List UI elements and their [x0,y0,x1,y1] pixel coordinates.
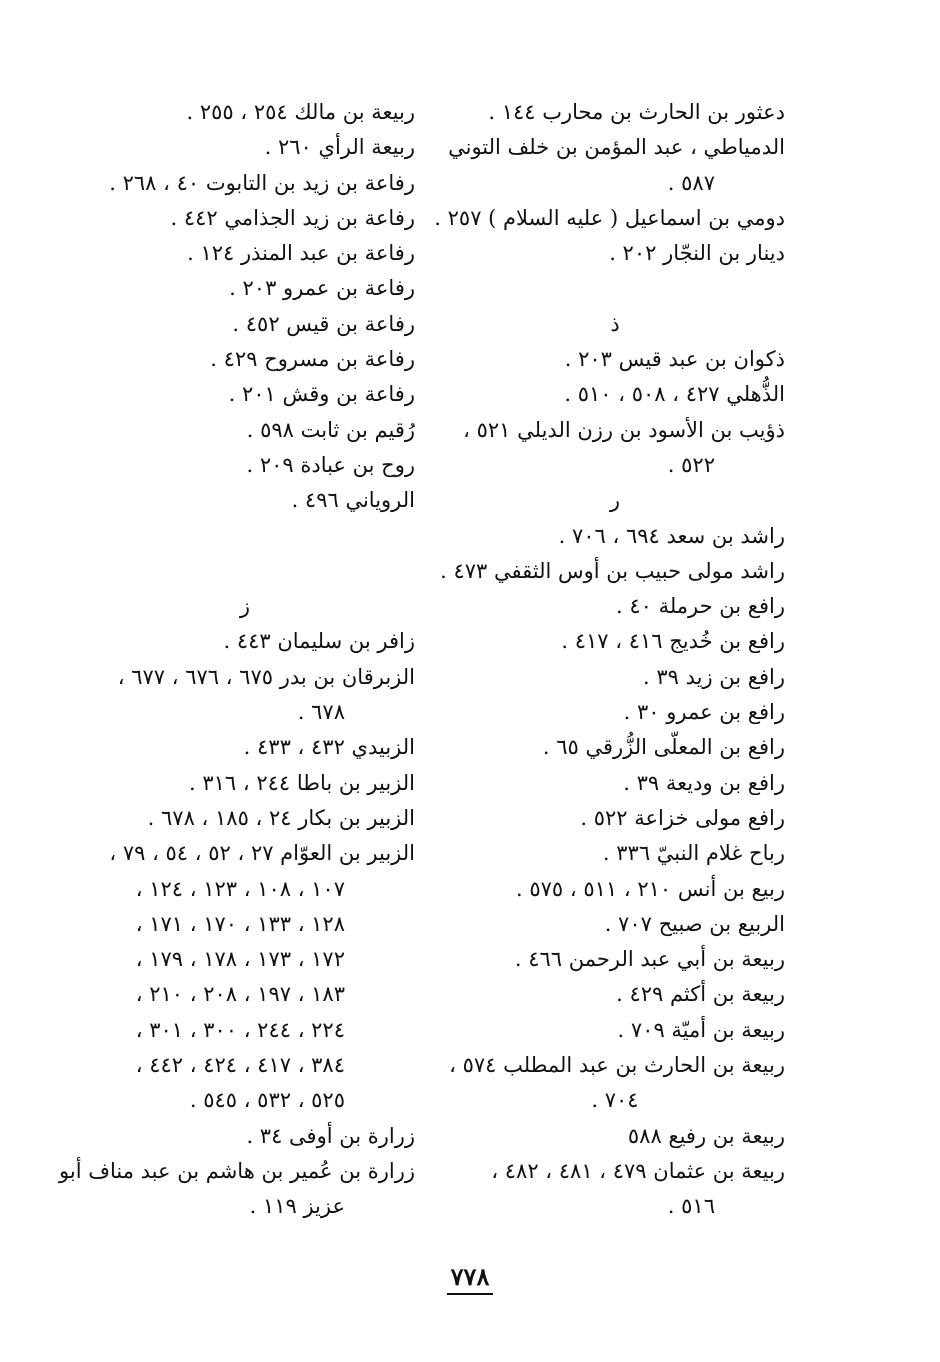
index-entry: رفاعة بن زيد بن التابوت ٤٠ ، ٢٦٨ . [109,170,415,195]
index-entry: راشد مولى حبيب بن أوس الثقفي ٤٧٣ . [440,558,785,583]
section-letter: ز [239,594,251,619]
index-entry: رفاعة بن وقش ٢٠١ . [228,382,415,407]
index-entry: ١٧٢ ، ١٧٣ ، ١٧٨ ، ١٧٩ ، [135,947,345,972]
index-entry: ١٨٣ ، ١٩٧ ، ٢٠٨ ، ٢١٠ ، [135,982,345,1007]
index-entry: رافع بن المعلّى الزُّرقي ٦٥ . [542,735,785,760]
index-entry: رافع بن عمرو ٣٠ . [623,700,785,725]
index-entry: ٥٨٧ . [667,170,715,195]
index-entry: ربيعة بن أبي عبد الرحمن ٤٦٦ . [514,947,785,972]
index-entry: عزيز ١١٩ . [249,1194,345,1219]
index-entry: زافر بن سليمان ٤٤٣ . [223,629,415,654]
index-entry: ٣٨٤ ، ٤١٧ ، ٤٢٤ ، ٤٤٢ ، [135,1053,345,1078]
index-entry: الزبير بن باطا ٢٤٤ ، ٣١٦ . [189,770,415,795]
index-entry: رباح غلام النبيّ ٣٣٦ . [602,841,785,866]
index-entry: الروياني ٤٩٦ . [291,488,415,513]
index-entry: زرارة بن عُمير بن هاشم بن عبد مناف أبو [59,1158,415,1183]
index-entry: الزبيدي ٤٣٢ ، ٤٣٣ . [243,735,415,760]
index-column-right [434,95,785,1225]
index-entry: الزبير بن العوّام ٢٧ ، ٥٢ ، ٥٤ ، ٧٩ ، [109,841,415,866]
index-entry: ربيع بن أنس ٢١٠ ، ٥١١ ، ٥٧٥ . [516,876,785,901]
index-entry: دينار بن النجّار ٢٠٢ . [609,241,785,266]
index-entry: رافع مولى خزاعة ٥٢٢ . [580,805,785,830]
index-entry: رفاعة بن مسروح ٤٢٩ . [210,347,415,372]
index-entry: ٥٢٢ . [667,452,715,477]
index-entry: ربيعة بن مالك ٢٥٤ ، ٢٥٥ . [186,100,415,124]
index-entry: ٥٢٥ ، ٥٣٢ ، ٥٤٥ . [189,1088,345,1113]
index-entry: رافع بن خُديج ٤١٦ ، ٤١٧ . [561,629,785,654]
index-entry: ١٠٧ ، ١٠٨ ، ١٢٣ ، ١٢٤ ، [135,876,345,901]
index-entry: الزبرقان بن بدر ٦٧٥ ، ٦٧٦ ، ٦٧٧ ، [117,664,415,689]
index-entry: زرارة بن أوفى ٣٤ . [246,1123,415,1148]
page-number [0,1262,940,1291]
spacer [75,519,415,554]
index-entry: دومي بن اسماعيل ( عليه السلام ) ٢٥٧ . [434,205,785,230]
index-entry: الزبير بن بكار ٢٤ ، ١٨٥ ، ٦٧٨ . [147,805,415,830]
index-entry: رافع بن زيد ٣٩ . [643,664,785,689]
index-entry: رفاعة بن قيس ٤٥٢ . [232,311,415,336]
index-entry: الربيع بن صبيح ٧٠٧ . [604,911,785,936]
index-column-left [59,95,415,1225]
index-entry: ربيعة بن رفيع ٥٨٨ [627,1123,785,1148]
index-entry: رُقيم بن ثابت ٥٩٨ . [246,417,415,442]
index-entry: رفاعة بن عبد المنذر ١٢٤ . [187,241,415,266]
index-entry: ٧٠٤ . [591,1088,639,1113]
index-entry: ربيعة بن الحارث بن عبد المطلب ٥٧٤ ، [449,1053,785,1078]
index-entry: ربيعة الرأي ٢٦٠ . [264,135,415,160]
index-entry: رافع بن وديعة ٣٩ . [623,770,785,795]
index-entry: ربيعة بن أميّة ٧٠٩ . [617,1017,785,1042]
index-entry: رافع بن حرملة ٤٠ . [616,594,785,619]
index-entry: ذكوان بن عبد قيس ٢٠٣ . [564,347,785,372]
index-entry: ربيعة بن أكثم ٤٢٩ . [616,982,785,1007]
spacer [445,271,785,306]
index-entry: ربيعة بن عثمان ٤٧٩ ، ٤٨١ ، ٤٨٢ ، [491,1158,785,1183]
index-entry: دعثور بن الحارث بن محارب ١٤٤ . [488,100,785,124]
index-entry: رفاعة بن عمرو ٢٠٣ . [229,276,415,301]
index-entry: روح بن عبادة ٢٠٩ . [246,452,415,477]
index-entry: الدمياطي ، عبد المؤمن بن خلف التوني [448,135,785,160]
index-entry: ١٢٨ ، ١٣٣ ، ١٧٠ ، ١٧١ ، [135,911,345,936]
index-entry: الذُّهلي ٤٢٧ ، ٥٠٨ ، ٥١٠ . [564,382,785,407]
index-entry: ٢٢٤ ، ٢٤٤ ، ٣٠٠ ، ٣٠١ ، [135,1017,345,1042]
section-letter: ذ [610,311,620,336]
index-entry: ٦٧٨ . [297,700,345,725]
page-number-text: ٧٧٨ [447,1262,494,1295]
index-entry: ذؤيب بن الأسود بن رزن الديلي ٥٢١ ، [463,417,785,442]
index-entry: راشد بن سعد ٦٩٤ ، ٧٠٦ . [558,523,785,548]
index-entry: ٥١٦ . [667,1194,715,1219]
index-entry: رفاعة بن زيد الجذامي ٤٤٢ . [170,205,415,230]
spacer [75,554,415,589]
section-letter: ر [609,488,621,513]
